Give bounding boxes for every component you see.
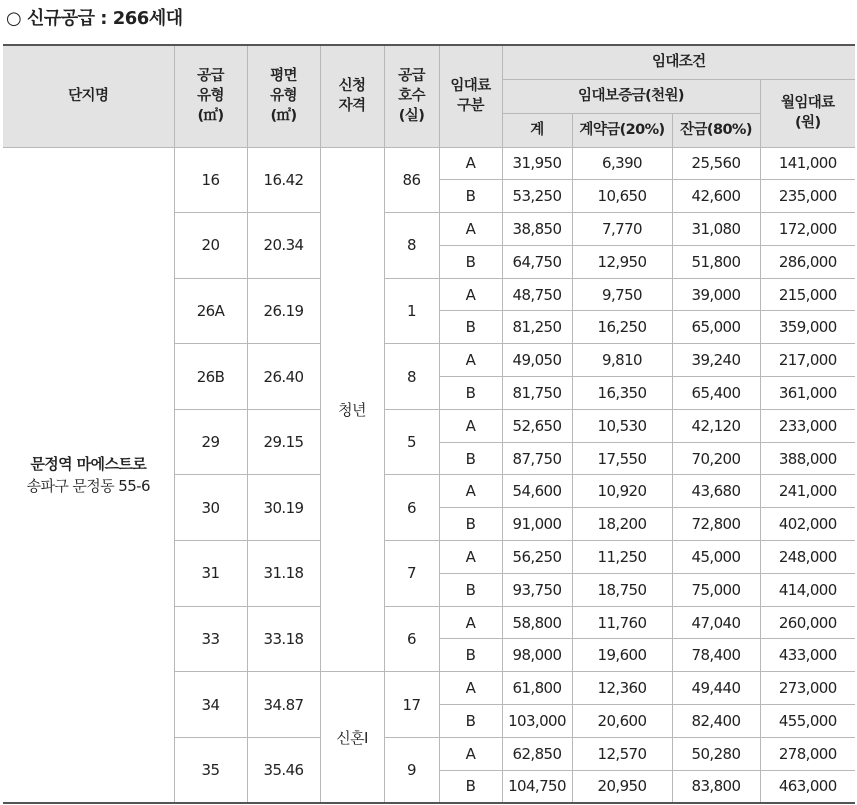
- monthly-rent-cell: 241,000: [760, 475, 855, 508]
- deposit-total-cell: 31,950: [502, 147, 572, 180]
- balance-cell: 72,800: [672, 508, 760, 541]
- balance-cell: 39,240: [672, 344, 760, 377]
- deposit-total-cell: 81,250: [502, 311, 572, 344]
- monthly-rent-cell: 233,000: [760, 409, 855, 442]
- supply-type-cell: 26B: [174, 344, 247, 410]
- monthly-rent-cell: 433,000: [760, 639, 855, 672]
- contract-cell: 19,600: [572, 639, 672, 672]
- supply-type-cell: 33: [174, 606, 247, 672]
- rent-class-cell: B: [439, 377, 502, 410]
- monthly-rent-cell: 361,000: [760, 377, 855, 410]
- deposit-total-cell: 38,850: [502, 213, 572, 246]
- area-type-cell: 31.18: [247, 541, 320, 607]
- unit-count-cell: 8: [384, 344, 439, 410]
- monthly-rent-cell: 217,000: [760, 344, 855, 377]
- header-conditions: 임대조건: [502, 45, 855, 79]
- deposit-total-cell: 56,250: [502, 541, 572, 574]
- header-units: 공급 호수 (실): [384, 45, 439, 147]
- supply-type-cell: 20: [174, 213, 247, 279]
- header-eligibility: 신청 자격: [320, 45, 384, 147]
- monthly-rent-cell: 402,000: [760, 508, 855, 541]
- deposit-total-cell: 52,650: [502, 409, 572, 442]
- rent-class-cell: B: [439, 180, 502, 213]
- complex-name: 문정역 마에스트로: [30, 454, 147, 473]
- rent-class-cell: B: [439, 639, 502, 672]
- balance-cell: 42,600: [672, 180, 760, 213]
- monthly-rent-cell: 455,000: [760, 705, 855, 738]
- monthly-rent-cell: 172,000: [760, 213, 855, 246]
- rent-class-cell: A: [439, 147, 502, 180]
- deposit-total-cell: 53,250: [502, 180, 572, 213]
- header-complex: 단지명: [3, 45, 174, 147]
- deposit-total-cell: 61,800: [502, 672, 572, 705]
- deposit-total-cell: 91,000: [502, 508, 572, 541]
- contract-cell: 10,530: [572, 409, 672, 442]
- balance-cell: 49,440: [672, 672, 760, 705]
- contract-cell: 18,750: [572, 573, 672, 606]
- balance-cell: 47,040: [672, 606, 760, 639]
- supply-type-cell: 34: [174, 672, 247, 738]
- rent-class-cell: B: [439, 573, 502, 606]
- balance-cell: 50,280: [672, 737, 760, 770]
- area-type-cell: 35.46: [247, 737, 320, 803]
- contract-cell: 16,350: [572, 377, 672, 410]
- balance-cell: 78,400: [672, 639, 760, 672]
- monthly-rent-cell: 260,000: [760, 606, 855, 639]
- deposit-total-cell: 103,000: [502, 705, 572, 738]
- supply-type-cell: 31: [174, 541, 247, 607]
- deposit-total-cell: 87,750: [502, 442, 572, 475]
- header-total: 계: [502, 113, 572, 147]
- contract-cell: 7,770: [572, 213, 672, 246]
- rent-class-cell: A: [439, 409, 502, 442]
- rent-class-cell: A: [439, 541, 502, 574]
- rental-table: [3, 44, 855, 804]
- rent-class-cell: A: [439, 475, 502, 508]
- contract-cell: 12,360: [572, 672, 672, 705]
- deposit-total-cell: 104,750: [502, 770, 572, 803]
- balance-cell: 83,800: [672, 770, 760, 803]
- unit-count-cell: 5: [384, 409, 439, 475]
- rent-class-cell: A: [439, 213, 502, 246]
- contract-cell: 18,200: [572, 508, 672, 541]
- page-title: ○ 신규공급 : 266세대: [6, 8, 183, 29]
- header-balance: 잔금(80%): [672, 113, 760, 147]
- contract-cell: 11,760: [572, 606, 672, 639]
- contract-cell: 9,810: [572, 344, 672, 377]
- unit-count-cell: 9: [384, 737, 439, 803]
- monthly-rent-cell: 388,000: [760, 442, 855, 475]
- contract-cell: 20,950: [572, 770, 672, 803]
- area-type-cell: 26.19: [247, 278, 320, 344]
- deposit-total-cell: 81,750: [502, 377, 572, 410]
- header-contract: 계약금(20%): [572, 113, 672, 147]
- rent-class-cell: B: [439, 508, 502, 541]
- balance-cell: 65,000: [672, 311, 760, 344]
- area-type-cell: 34.87: [247, 672, 320, 738]
- unit-count-cell: 8: [384, 213, 439, 279]
- supply-type-cell: 26A: [174, 278, 247, 344]
- area-type-cell: 16.42: [247, 147, 320, 213]
- monthly-rent-cell: 414,000: [760, 573, 855, 606]
- header-deposit: 임대보증금(천원): [502, 79, 760, 113]
- monthly-rent-cell: 273,000: [760, 672, 855, 705]
- area-type-cell: 26.40: [247, 344, 320, 410]
- balance-cell: 82,400: [672, 705, 760, 738]
- deposit-total-cell: 54,600: [502, 475, 572, 508]
- deposit-total-cell: 62,850: [502, 737, 572, 770]
- contract-cell: 12,570: [572, 737, 672, 770]
- rent-class-cell: B: [439, 245, 502, 278]
- supply-type-cell: 16: [174, 147, 247, 213]
- rent-class-cell: B: [439, 770, 502, 803]
- contract-cell: 10,650: [572, 180, 672, 213]
- balance-cell: 25,560: [672, 147, 760, 180]
- contract-cell: 12,950: [572, 245, 672, 278]
- deposit-total-cell: 49,050: [502, 344, 572, 377]
- balance-cell: 45,000: [672, 541, 760, 574]
- deposit-total-cell: 64,750: [502, 245, 572, 278]
- rent-class-cell: B: [439, 705, 502, 738]
- eligibility-cell: 신혼Ⅰ: [320, 672, 384, 803]
- rent-class-cell: A: [439, 737, 502, 770]
- area-type-cell: 29.15: [247, 409, 320, 475]
- monthly-rent-cell: 286,000: [760, 245, 855, 278]
- supply-type-cell: 29: [174, 409, 247, 475]
- balance-cell: 70,200: [672, 442, 760, 475]
- contract-cell: 6,390: [572, 147, 672, 180]
- balance-cell: 65,400: [672, 377, 760, 410]
- supply-type-cell: 30: [174, 475, 247, 541]
- monthly-rent-cell: 248,000: [760, 541, 855, 574]
- rent-class-cell: B: [439, 311, 502, 344]
- header-monthly: 월임대료 (원): [760, 79, 855, 147]
- rent-class-cell: A: [439, 278, 502, 311]
- contract-cell: 20,600: [572, 705, 672, 738]
- monthly-rent-cell: 215,000: [760, 278, 855, 311]
- header-rent-class: 임대료 구분: [439, 45, 502, 147]
- balance-cell: 75,000: [672, 573, 760, 606]
- unit-count-cell: 6: [384, 475, 439, 541]
- monthly-rent-cell: 278,000: [760, 737, 855, 770]
- unit-count-cell: 7: [384, 541, 439, 607]
- deposit-total-cell: 48,750: [502, 278, 572, 311]
- balance-cell: 31,080: [672, 213, 760, 246]
- monthly-rent-cell: 359,000: [760, 311, 855, 344]
- rent-class-cell: A: [439, 672, 502, 705]
- complex-address: 송파구 문정동 55-6: [26, 476, 150, 495]
- header-supply-type: 공급 유형 (㎡): [174, 45, 247, 147]
- complex-cell: [3, 147, 174, 803]
- rent-class-cell: A: [439, 606, 502, 639]
- contract-cell: 9,750: [572, 278, 672, 311]
- area-type-cell: 30.19: [247, 475, 320, 541]
- contract-cell: 10,920: [572, 475, 672, 508]
- deposit-total-cell: 98,000: [502, 639, 572, 672]
- contract-cell: 11,250: [572, 541, 672, 574]
- contract-cell: 17,550: [572, 442, 672, 475]
- unit-count-cell: 1: [384, 278, 439, 344]
- area-type-cell: 33.18: [247, 606, 320, 672]
- rent-class-cell: A: [439, 344, 502, 377]
- balance-cell: 42,120: [672, 409, 760, 442]
- balance-cell: 51,800: [672, 245, 760, 278]
- rent-class-cell: B: [439, 442, 502, 475]
- area-type-cell: 20.34: [247, 213, 320, 279]
- monthly-rent-cell: 463,000: [760, 770, 855, 803]
- supply-type-cell: 35: [174, 737, 247, 803]
- header-area-type: 평면 유형 (㎡): [247, 45, 320, 147]
- monthly-rent-cell: 141,000: [760, 147, 855, 180]
- deposit-total-cell: 58,800: [502, 606, 572, 639]
- unit-count-cell: 17: [384, 672, 439, 738]
- eligibility-cell: 청년: [320, 147, 384, 672]
- balance-cell: 39,000: [672, 278, 760, 311]
- unit-count-cell: 6: [384, 606, 439, 672]
- balance-cell: 43,680: [672, 475, 760, 508]
- deposit-total-cell: 93,750: [502, 573, 572, 606]
- unit-count-cell: 86: [384, 147, 439, 213]
- table-row: [3, 147, 855, 180]
- monthly-rent-cell: 235,000: [760, 180, 855, 213]
- contract-cell: 16,250: [572, 311, 672, 344]
